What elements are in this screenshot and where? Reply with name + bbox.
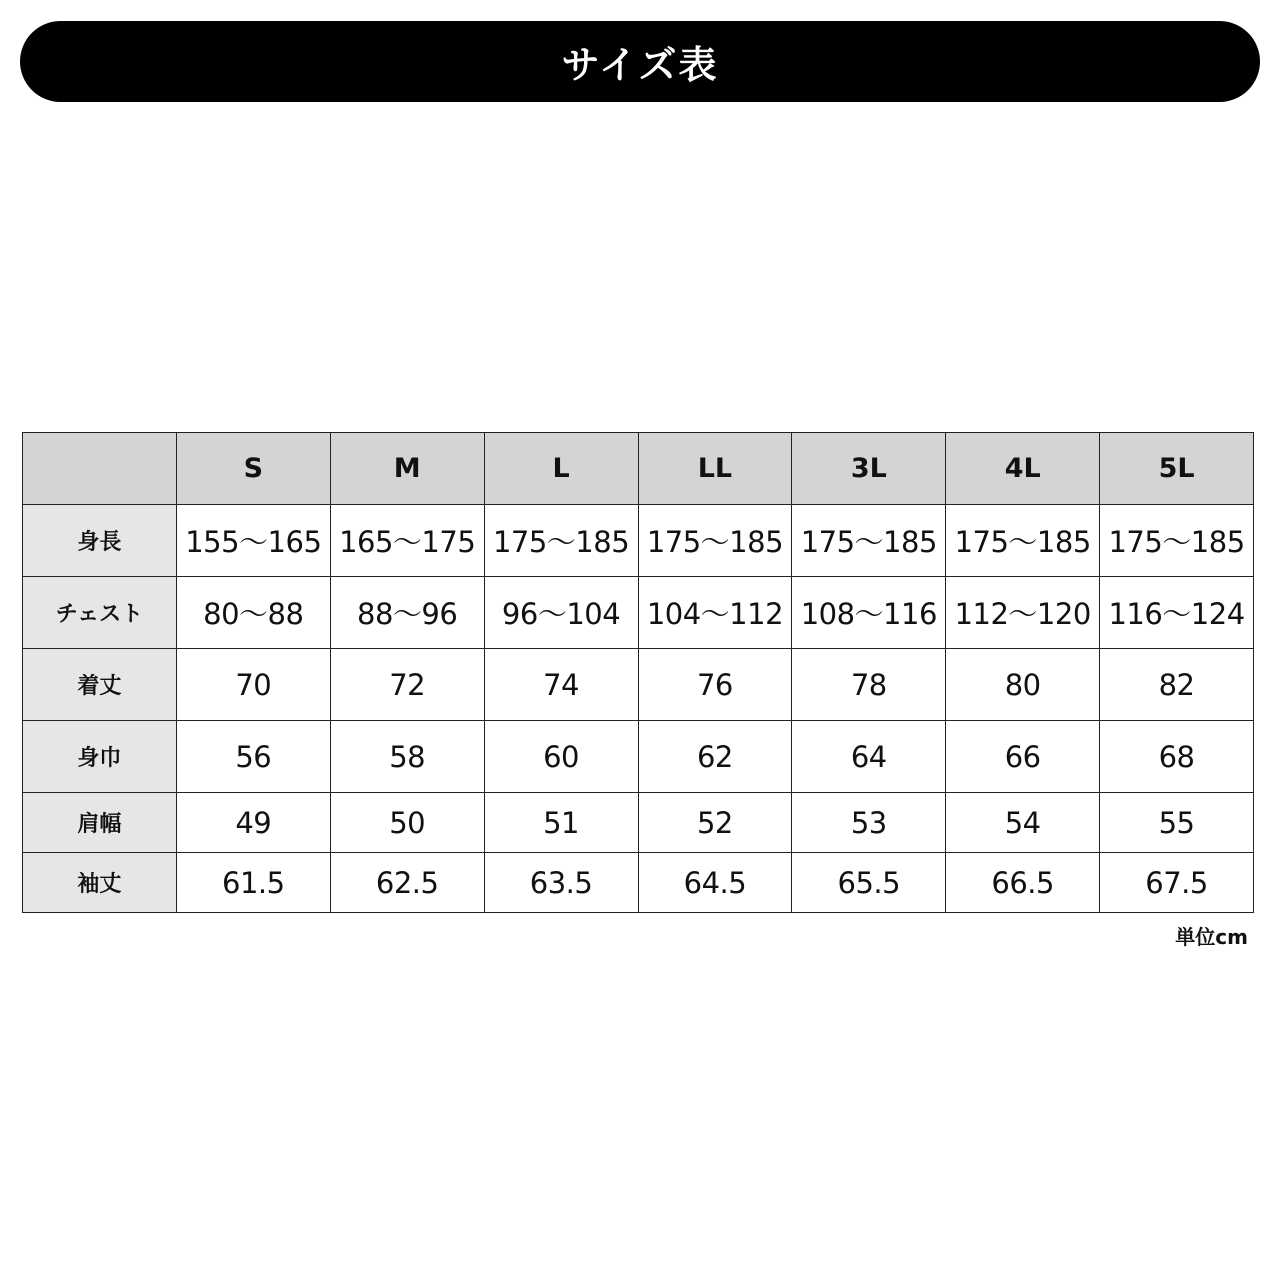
column-header-l: L [484,433,638,505]
row-label: 身巾 [23,721,177,793]
table-cell: 61.5 [176,853,330,913]
table-cell: 80〜88 [176,577,330,649]
table-cell: 175〜185 [792,505,946,577]
table-cell: 49 [176,793,330,853]
table-cell: 74 [484,649,638,721]
table-cell: 62 [638,721,792,793]
table-cell: 56 [176,721,330,793]
table-cell: 64.5 [638,853,792,913]
table-cell: 54 [946,793,1100,853]
table-cell: 175〜185 [946,505,1100,577]
row-label: 着丈 [23,649,177,721]
table-header-row [23,433,1254,505]
table-cell: 76 [638,649,792,721]
table-row-chest [23,577,1254,649]
column-header-s: S [176,433,330,505]
table-cell: 116〜124 [1100,577,1254,649]
table-cell: 52 [638,793,792,853]
table-cell: 155〜165 [176,505,330,577]
table-cell: 53 [792,793,946,853]
table-cell: 112〜120 [946,577,1100,649]
table-cell: 104〜112 [638,577,792,649]
table-cell: 68 [1100,721,1254,793]
column-header-3l: 3L [792,433,946,505]
row-label: 肩幅 [23,793,177,853]
table-cell: 60 [484,721,638,793]
title-banner [20,21,1260,102]
row-label: 身長 [23,505,177,577]
header-corner [23,433,177,505]
table-cell: 50 [330,793,484,853]
size-table [22,432,1254,913]
table-cell: 175〜185 [484,505,638,577]
column-header-5l: 5L [1100,433,1254,505]
table-row-length [23,649,1254,721]
table-cell: 64 [792,721,946,793]
row-label: 袖丈 [23,853,177,913]
table-cell: 175〜185 [638,505,792,577]
table-cell: 165〜175 [330,505,484,577]
table-row-height [23,505,1254,577]
table-cell: 108〜116 [792,577,946,649]
table-cell: 63.5 [484,853,638,913]
table-cell: 62.5 [330,853,484,913]
table-cell: 66 [946,721,1100,793]
table-cell: 66.5 [946,853,1100,913]
table-row-shoulder [23,793,1254,853]
table-cell: 65.5 [792,853,946,913]
table-cell: 78 [792,649,946,721]
table-cell: 51 [484,793,638,853]
column-header-4l: 4L [946,433,1100,505]
table-row-body-width [23,721,1254,793]
table-cell: 80 [946,649,1100,721]
table-cell: 82 [1100,649,1254,721]
table-cell: 70 [176,649,330,721]
table-cell: 67.5 [1100,853,1254,913]
row-label: チェスト [23,577,177,649]
unit-note: 単位cm [1175,925,1248,949]
column-header-ll: LL [638,433,792,505]
column-header-m: M [330,433,484,505]
table-cell: 96〜104 [484,577,638,649]
table-cell: 55 [1100,793,1254,853]
table-cell: 72 [330,649,484,721]
table-cell: 58 [330,721,484,793]
page-title: サイズ表 [561,43,719,87]
table-cell: 175〜185 [1100,505,1254,577]
table-cell: 88〜96 [330,577,484,649]
table-row-sleeve [23,853,1254,913]
